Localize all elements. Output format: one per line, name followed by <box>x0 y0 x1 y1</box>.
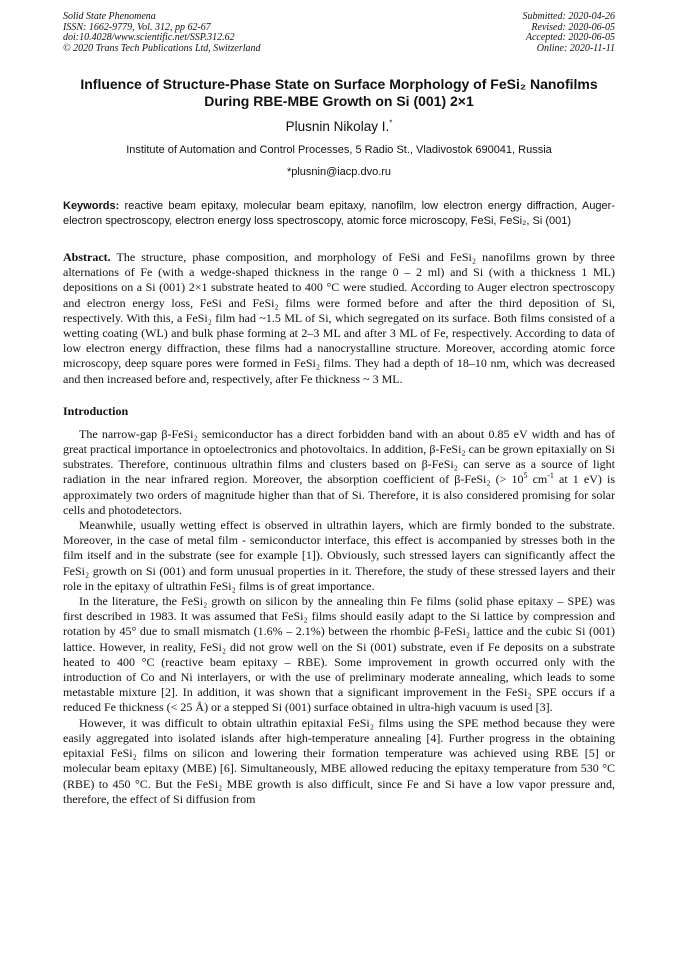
intro-p1-exponent-2: -1 <box>547 471 554 481</box>
keywords <box>63 199 615 229</box>
keywords-label: Keywords: <box>63 200 120 212</box>
section-heading-introduction: Introduction <box>63 403 129 418</box>
journal-meta <box>63 12 615 54</box>
affiliation: Institute of Automation and Control Processes, 5 Radio St., Vladivostok 690041, Russia <box>126 144 552 156</box>
submission-dates <box>523 12 616 54</box>
intro-p1-exponent-1: 5 <box>523 471 528 481</box>
keywords-text: reactive beam epitaxy, molecular beam epitaxy, nanofilm, low electron energy diffraction, Auger-electron spectroscopy, electron energy loss spectroscopy, atomic force microscopy, FeSi, FeSi₂, Si (001) <box>63 200 615 227</box>
author-name: Plusnin Nikolay I. <box>285 119 390 134</box>
online-date: Online: 2020-11-11 <box>536 42 615 54</box>
copyright-line: © 2020 Trans Tech Publications Ltd, Switzerland <box>63 42 261 54</box>
author <box>63 119 615 134</box>
abstract <box>63 250 615 387</box>
paper-title: Influence of Structure-Phase State on Surface Morphology of FeSi₂ Nanofilms During RBE-MBE Growth on Si (001) 2×1 <box>80 76 598 109</box>
issn-line: ISSN: 1662-9779, Vol. 312, pp 62-67 <box>63 21 211 33</box>
accepted-date: Accepted: 2020-06-05 <box>525 32 615 43</box>
intro-paragraph-3: In the literature, the FeSi₂ growth on silicon by the annealing thin Fe films (solid phase epitaxy – SPE) was first described in 1983. It was assumed that FeSi₂ films should easily adapt to the Si lattice by compression and rotation by 45° due to small mismatch (1.6% – 2.1%) between the rhombic β-FeSi₂ lattice and the cubic Si (001) lattice. However, in reality, FeSi₂ did not grow well on the Si (001) substrate, even if Fe deposits on a substrate heated to 400 °C (reactive beam epitaxy – RBE). Some improvement in growth occurred only with the introduction of Co and Ni interlayers, or with the use of preliminary moderate annealing, which leads to some metastable mixture [2]. In addition, it was shown that a significant improvement in the FeSi₂ SPE occurs if a reduced Fe thickness (< 25 Å) or a stepped Si (001) surface obtained in ultra-high vacuum is used [3]. <box>63 594 615 715</box>
author-email: *plusnin@iacp.dvo.ru <box>286 166 392 178</box>
author-mark: * <box>389 118 393 128</box>
intro-p1-part-b: cm <box>527 472 548 487</box>
intro-paragraph-2: Meanwhile, usually wetting effect is observed in ultrathin layers, which are firmly bonded to the substrate. Moreover, in the case of metal film - semiconductor interface, this effect is accompanied by stresses both in the film itself and in the substrate (see for example [1]). Obviously, such stressed layers can significantly affect the FeSi₂ growth on Si (001) and form unusual properties in it. Therefore, the study of these stressed layers and their role in the epitaxy of ultrathin FeSi₂ films is of great importance. <box>63 518 615 593</box>
intro-paragraph-4: However, it was difficult to obtain ultrathin epitaxial FeSi₂ films using the SPE method because they were easily aggregated into isolated islands after high-temperature annealing [4]. Further progress in the obtaining epitaxial FeSi₂ films on silicon and lowering their formation temperature was achieved using RBE [5] or molecular beam epitaxy (MBE) [6]. Simultaneously, MBE allowed reducing the epitaxy temperature from 530 °C (RBE) to 450 °C. But the FeSi₂ MBE growth is also difficult, since Fe and Si have a low vapor pressure and, therefore, the effect of Si diffusion from <box>63 715 615 806</box>
abstract-label: Abstract. <box>63 250 111 264</box>
intro-paragraph-1 <box>63 427 615 518</box>
intro-p1-part-a: The narrow-gap β-FeSi₂ semiconductor has a direct forbidden band with an about 0.85 eV width and has of great practical importance in optoelectronics and photovoltaics. In addition, β-FeSi₂ can be grown epitaxially on Si substrates. Therefore, continuous ultrathin films and clusters based on β-FeSi₂ can serve as a source of light radiation in the near infrared region. Moreover, the absorption coefficient of β-FeSi₂ (> 10 <box>63 426 615 487</box>
abstract-text: The structure, phase composition, and morphology of FeSi and FeSi₂ nanofilms grown by three alternations of Fe (with a wedge-shaped thickness in the range 0 – 2 ml) and Si (with a thickness 1 ML) depositions on a Si (001) 2×1 substrate heated to 400 °C were studied. According to Auger electron spectroscopy and electron energy loss, FeSi and FeSi₂ films were formed before and after the third deposition of Si, respectively. With this, a FeSi₂ film had ~1.5 ML of Si, which segregated on its surface. Both films consisted of a wetting coating (WL) and bulk phase forming at 2–3 ML and after 3 ML of Fe, respectively. According to data of low electron energy diffraction, these films had a nanocrystalline structure. Moreover, according atomic force microscopy, deep square pores were formed in FeSi₂ films. They had a depth of 18–10 nm, which was decreased and then increased before and, respectively, after Fe thickness ~ 3 ML. <box>63 250 615 386</box>
paper-page <box>63 12 615 807</box>
journal-info <box>63 12 261 54</box>
journal-name: Solid State Phenomena <box>63 11 156 22</box>
intro-p1-part-c: at 1 eV) is approximately two orders of magnitude higher than that of Si. Therefore, it is also considered promising for solar cells and photodetectors. <box>63 472 615 517</box>
revised-date: Revised: 2020-06-05 <box>531 21 615 33</box>
doi-line: doi:10.4028/www.scientific.net/SSP.312.62 <box>63 32 235 43</box>
submitted-date: Submitted: 2020-04-26 <box>522 11 615 22</box>
